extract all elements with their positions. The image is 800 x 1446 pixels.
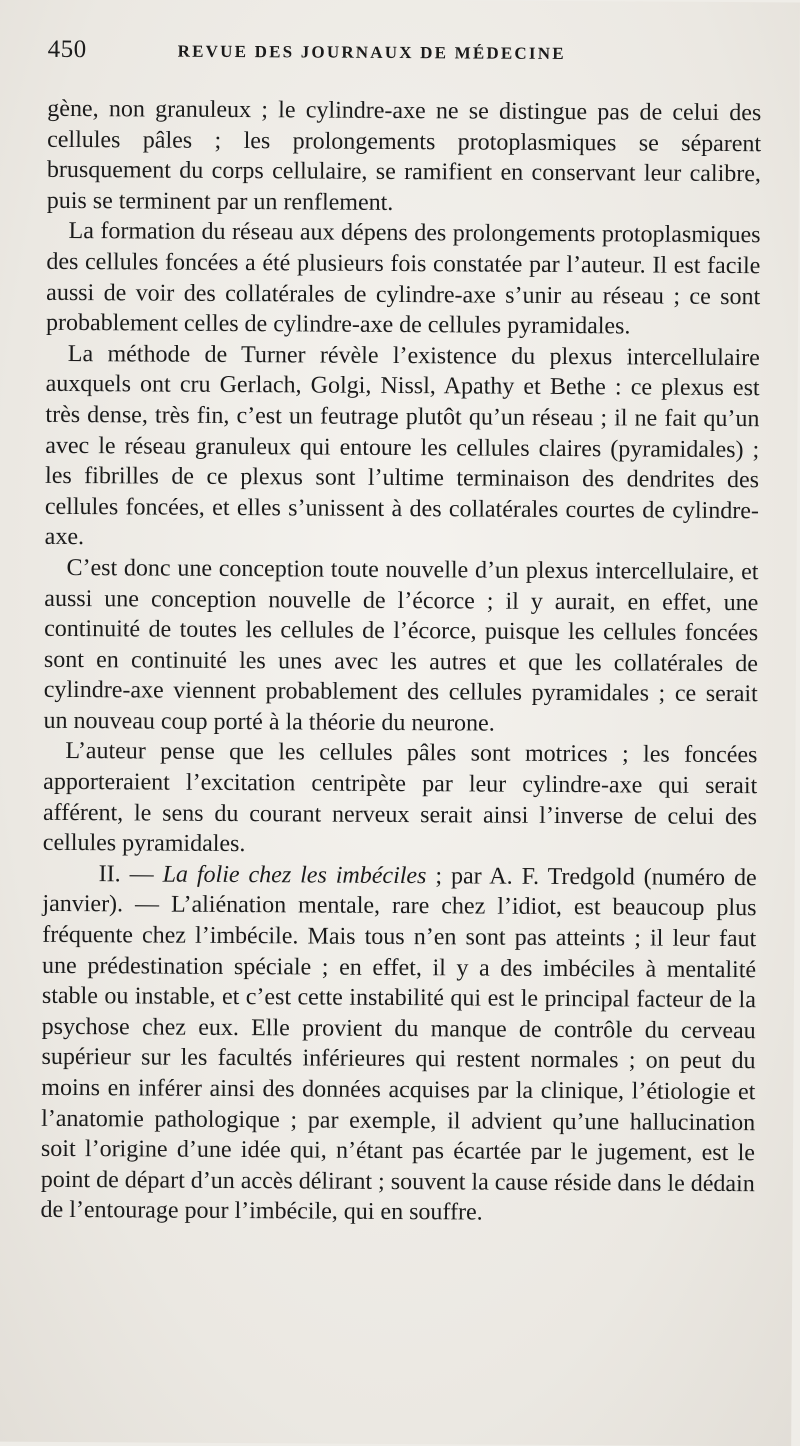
paragraph-reseau-formation: La formation du réseau aux dépens des prolongements protoplasmiques des cellules foncées a été plusieurs fois constatée par l’auteur. Il est facile aussi de voir des collatérales de cylindre-axe s’unir au réseau ; ce sont probablement celles de cylindre-axe de cellules pyramidales. xyxy=(45,218,761,340)
running-head xyxy=(48,34,762,72)
section-two-paragraph xyxy=(41,859,757,1230)
page-number: 450 xyxy=(47,35,87,64)
body-text xyxy=(41,94,762,1230)
paragraph-turner-method: La méthode de Turner révèle l’existence du plexus intercellulaire auxquels ont cru Gerlach, Golgi, Nissl, Apathy et Bethe : ce plexus est très dense, très fin, c’est un feutrage plutôt qu’un réseau ; il ne fait qu’un avec le réseau granuleux qui entoure les cellules claires (pyramidales) ; les fibrilles de ce plexus sont l’ultime terminaison des dendrites des cellules foncées, et elles s’unissent à des collatérales courtes de cylindre-axe. xyxy=(44,340,760,551)
section-two-text: ; par A. F. Tredgold (numéro de janvier). — L’aliénation mentale, rare chez l’idiot, est beaucoup plus fréquente chez l’imbécile. Mais tous n’en sont pas atteints ; il leur faut une prédestination spéciale ; en effet, il y a des imbéciles à mentalité stable ou instable, et c’est cette instabilité qui est le principal facteur de la psychose chez eux. Elle provient du manque de contrôle du cerveau supérieur sur les facultés inférieures qui restent normales ; on peut du moins en inférer ainsi des données acquises par la clinique, l’étiologie et l’anatomie pathologique ; par exemple, il advient qu’une hallucination soit l’origine d’une idée qui, n’étant pas écartée par le jugement, est le point de départ d’un accès délirant ; souvent la cause réside dans le dédain de l’entourage pour l’imbécile, qui en souffre. xyxy=(40,863,757,1226)
section-number: II. — xyxy=(98,861,154,888)
journal-title: REVUE DES JOURNAUX DE MÉDECINE xyxy=(177,41,566,64)
paragraph-continued: gène, non granuleux ; le cylindre-axe ne se distingue pas de celui des cellules pâles ; les prolongements protoplasmiques se séparent brusquement du corps cellulaire, se ramifient en conservant leur calibre, puis se terminent par un renflement. xyxy=(46,95,762,216)
article-title: La folie chez les imbéciles xyxy=(162,861,427,890)
paragraph-author-thinks: L’auteur pense que les cellules pâles sont motrices ; les foncées apporteraient l’excitation centripète par leur cylindre-axe qui serait afférent, le sens du courant nerveux serait ainsi l’inverse de celui des cellules pyramidales. xyxy=(42,738,758,858)
paragraph-new-conception: C’est donc une conception toute nouvelle d’un plexus intercellulaire, et aussi une conception nouvelle de l’écorce ; il y aurait, en effet, une continuité de toutes les cellules de l’écorce, puisque les cellules foncées sont en continuité les unes avec les autres et que les collatérales de cylindre-axe viennent probablement des cellules pyramidales ; ce serait un nouveau coup porté à la théorie du neurone. xyxy=(43,554,759,737)
